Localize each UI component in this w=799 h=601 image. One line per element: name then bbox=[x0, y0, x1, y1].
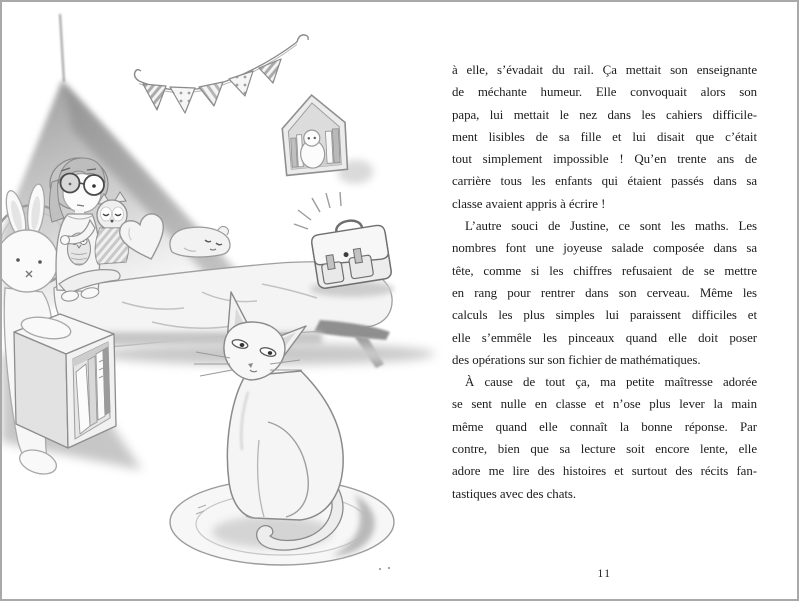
sparkle-lines bbox=[294, 192, 341, 229]
text-line: tastiques avec des chats. bbox=[452, 486, 577, 501]
cat-pupil bbox=[240, 343, 245, 347]
cat-pupil bbox=[268, 351, 272, 355]
text-line: L’autre souci de Justine, ce sont les maths. Les bbox=[465, 219, 757, 234]
house-shaped-shelf bbox=[281, 92, 375, 188]
illustration-svg bbox=[2, 2, 447, 582]
text-line: adore me lire des histoires et surtout des récits fan- bbox=[452, 464, 757, 479]
bunting-hook-right bbox=[297, 35, 308, 42]
text-line: carrière tous les enfants qui étaient passés dans sa bbox=[452, 174, 757, 189]
text-line: nombres font une joyeuse salade composée dans sa bbox=[452, 241, 757, 256]
text-line: de méchante humeur. Elle convoquait alors son bbox=[452, 85, 757, 100]
text-line: elle s’emmêle les pinceaux quand elle doit poser bbox=[452, 330, 757, 345]
school-satchel bbox=[309, 215, 392, 289]
illustration bbox=[2, 2, 447, 582]
pennant-dotted bbox=[229, 71, 253, 96]
text-column bbox=[452, 59, 757, 505]
pennant-dotted bbox=[170, 87, 195, 113]
satchel-strap bbox=[353, 248, 362, 263]
text-line: ment lisibles de sa fille et lui disait que c’était bbox=[452, 129, 757, 144]
party-bunting bbox=[135, 35, 309, 113]
text-line: à elle, s’évadait du rail. Ça mettait son enseignante bbox=[452, 63, 757, 77]
artist-dots bbox=[379, 567, 390, 570]
text-line: en rang pour rentrer dans son cerveau. Même les bbox=[452, 285, 757, 300]
text-line: tête, comme si les chiffres refusaient de se mettre bbox=[452, 263, 757, 278]
satchel-strap bbox=[326, 255, 335, 270]
text-line: À cause de tout ça, ma petite maîtresse adorée bbox=[465, 375, 757, 390]
text-line: se sent nulle en classe et n’ose plus lever la main bbox=[452, 397, 757, 412]
text-line: des opérations sur son fichier de mathématiques. bbox=[452, 352, 701, 367]
text-line: même quand elle connaît la bonne réponse. Par bbox=[452, 419, 757, 434]
cat-body bbox=[227, 371, 343, 520]
text-line: calculs les plus simples lui paraissent difficiles et bbox=[452, 308, 757, 323]
page-spread bbox=[2, 2, 797, 599]
sleeping-plush bbox=[170, 226, 230, 257]
paragraph bbox=[452, 215, 757, 371]
text-line: contre, bien que sa lecture soit encore lente, elle bbox=[452, 442, 757, 457]
text-line: papa, lui mettait le nez dans les cahiers difficile- bbox=[452, 107, 757, 122]
hand bbox=[61, 236, 70, 245]
text-line: tout simplement impossible ! Qu’en trente ans de bbox=[452, 152, 757, 167]
page-number: 11 bbox=[597, 568, 612, 580]
paragraph bbox=[452, 371, 757, 505]
bunting-hook-left bbox=[135, 70, 142, 81]
pennant-striped bbox=[143, 84, 166, 110]
paragraph bbox=[452, 59, 757, 215]
text-line: classe avaient appris à écrire ! bbox=[452, 196, 606, 211]
pennant-striped bbox=[199, 82, 223, 106]
